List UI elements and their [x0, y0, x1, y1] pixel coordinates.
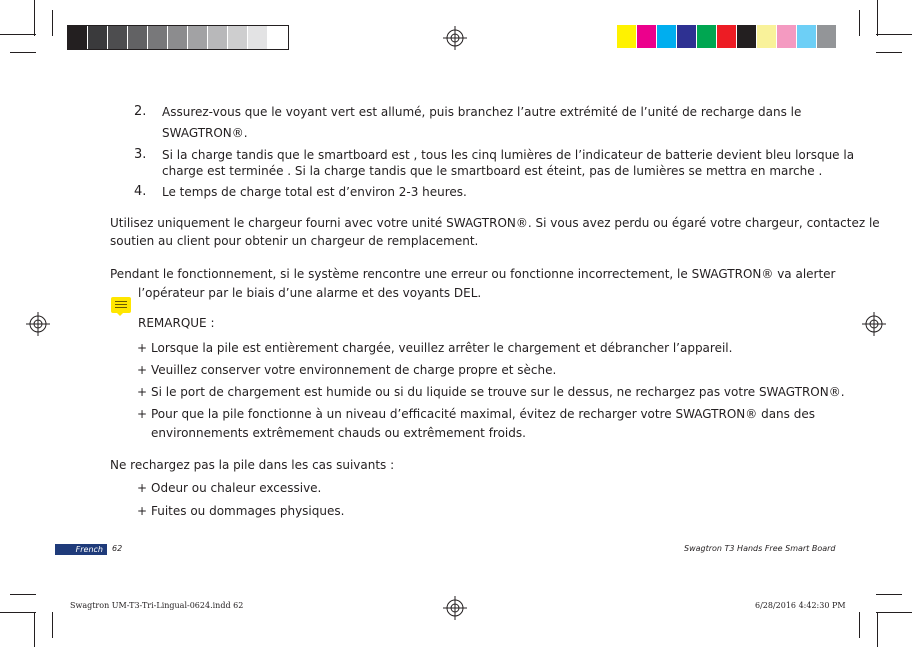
color-swatch	[637, 25, 657, 48]
crop-mark	[0, 34, 36, 35]
color-swatch	[228, 26, 248, 49]
crop-mark	[859, 10, 860, 36]
crop-mark	[876, 52, 902, 53]
step-number: 2.	[134, 104, 147, 119]
bullet-icon: +	[137, 341, 148, 355]
color-swatch	[617, 25, 637, 48]
step-text: Assurez-vous que le voyant vert est allumé, puis branchez l’autre extrémité de l’unité de recharge dans le	[162, 105, 802, 119]
bullet-icon: +	[137, 481, 148, 495]
note-item: Pour que la pile fonctionne à un niveau d’efficacité maximal, évitez de recharger votre SWAGTRON® dans des	[151, 407, 815, 421]
footer-product-name: Swagtron T3 Hands Free Smart Board	[684, 544, 836, 553]
crop-mark	[52, 10, 53, 36]
color-swatch	[88, 26, 108, 49]
charger-paragraph: Utilisez uniquement le chargeur fourni avec votre unité SWAGTRON®. Si vous avez perdu ou égaré votre chargeur, contactez le	[110, 216, 880, 230]
crop-mark	[34, 612, 35, 647]
bullet-icon: +	[137, 363, 148, 377]
step-number: 3.	[134, 147, 147, 162]
color-swatch	[757, 25, 777, 48]
step-text: SWAGTRON®.	[162, 126, 248, 140]
no-charge-item: Fuites ou dommages physiques.	[151, 504, 345, 518]
crop-mark	[34, 0, 35, 36]
color-swatch	[817, 25, 837, 48]
color-swatch	[188, 26, 208, 49]
footer-language-tab: French	[55, 544, 107, 555]
charger-paragraph: soutien au client pour obtenir un chargeur de remplacement.	[110, 234, 479, 248]
operation-paragraph: l’opérateur par le biais d’une alarme et des voyants DEL.	[138, 286, 482, 300]
color-swatch	[168, 26, 188, 49]
note-item: Si le port de chargement est humide ou si du liquide se trouve sur le dessus, ne rechargez pas votre SWAGTRON®.	[151, 385, 845, 399]
bullet-icon: +	[137, 504, 148, 518]
color-swatch	[697, 25, 717, 48]
registration-target-icon	[862, 312, 886, 336]
step-text: Si la charge tandis que le smartboard est , tous les cinq lumières de l’indicateur de batterie devient bleu lorsque la	[162, 148, 855, 162]
crop-mark	[877, 612, 878, 647]
step-text: Le temps de charge total est d’environ 2-3 heures.	[162, 185, 467, 199]
registration-target-icon	[26, 312, 50, 336]
note-item: environnements extrêmement chauds ou extrêmement froids.	[151, 426, 526, 440]
note-item: Veuillez conserver votre environnement de charge propre et sèche.	[151, 363, 557, 377]
color-swatch	[108, 26, 128, 49]
bullet-icon: +	[137, 407, 148, 421]
color-swatch	[777, 25, 797, 48]
registration-target-icon	[443, 26, 467, 50]
color-swatch	[797, 25, 817, 48]
color-swatch	[148, 26, 168, 49]
page-number: 62	[112, 544, 123, 553]
grayscale-color-bar	[67, 25, 289, 50]
color-swatch	[68, 26, 88, 49]
note-icon	[111, 297, 131, 313]
crop-mark	[876, 34, 912, 35]
slug-file-name: Swagtron UM-T3-Tri-Lingual-0624.indd 62	[70, 601, 244, 610]
note-item: Lorsque la pile est entièrement chargée, veuillez arrêter le chargement et débrancher l’appareil.	[151, 341, 733, 355]
color-swatch	[268, 26, 288, 49]
color-swatch	[717, 25, 737, 48]
crop-mark	[876, 612, 912, 613]
crop-mark	[0, 612, 36, 613]
color-swatch	[677, 25, 697, 48]
crop-mark	[10, 52, 36, 53]
step-number: 4.	[134, 184, 147, 199]
crop-mark	[876, 594, 902, 595]
step-text: charge est terminée . Si la charge tandis que le smartboard est éteint, pas de lumières se mettra en marche .	[162, 164, 823, 178]
process-color-bar	[617, 25, 837, 48]
crop-mark	[859, 612, 860, 638]
registration-target-icon	[443, 596, 467, 620]
note-title: REMARQUE :	[138, 316, 215, 330]
crop-mark	[877, 0, 878, 36]
crop-mark	[52, 612, 53, 638]
color-swatch	[248, 26, 268, 49]
bullet-icon: +	[137, 385, 148, 399]
slug-timestamp: 6/28/2016 4:42:30 PM	[755, 601, 846, 610]
color-swatch	[208, 26, 228, 49]
crop-mark	[10, 594, 36, 595]
no-charge-heading: Ne rechargez pas la pile dans les cas suivants :	[110, 458, 395, 472]
operation-paragraph: Pendant le fonctionnement, si le système rencontre une erreur ou fonctionne incorrectement, le SWAGTRON® va alerter	[110, 267, 836, 281]
color-swatch	[128, 26, 148, 49]
color-swatch	[657, 25, 677, 48]
color-swatch	[737, 25, 757, 48]
no-charge-item: Odeur ou chaleur excessive.	[151, 481, 322, 495]
